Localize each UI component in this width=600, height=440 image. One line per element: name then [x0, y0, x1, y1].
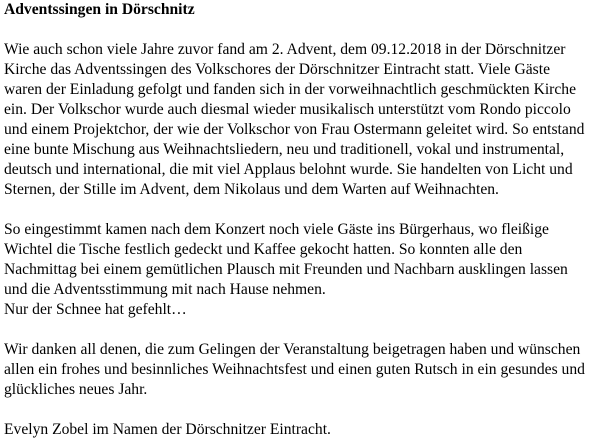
- paragraph-line: und die Adventsstimmung mit nach Hause nehmen.: [4, 281, 326, 298]
- paragraph-line: Wichtel die Tische festlich gedeckt und Kaffee gekocht hatten. So konnten alle den: [4, 241, 523, 258]
- paragraph-signature: [4, 420, 598, 440]
- paragraph-line: Nachmittag bei einem gemütlichen Plausch mit Freunden und Nachbarn ausklingen lassen: [4, 261, 568, 278]
- spacer: [4, 320, 598, 340]
- paragraph-afterparty: [4, 220, 598, 320]
- document: [4, 0, 598, 440]
- signature-line: Evelyn Zobel im Namen der Dörschnitzer Eintracht.: [4, 421, 331, 438]
- spacer: [4, 20, 598, 40]
- spacer: [4, 200, 598, 220]
- paragraph-line: Nur der Schnee hat gefehlt…: [4, 301, 187, 318]
- spacer: [4, 400, 598, 420]
- paragraph-line: allen ein frohes und besinnliches Weihnachtsfest und einen guten Rutsch in ein gesundes und: [4, 361, 585, 378]
- paragraph-line: deutsch und international, die mit viel Applaus belohnt wurde. Sie handelten von Licht und: [4, 161, 573, 178]
- paragraph-line: eine bunte Mischung aus Weihnachtsliedern, neu und traditionell, vokal und instrumental,: [4, 141, 565, 158]
- paragraph-line: Wir danken all denen, die zum Gelingen der Veranstaltung beigetragen haben und wünschen: [4, 341, 581, 358]
- paragraph-line: waren der Einladung gefolgt und fanden sich in der vorweihnachtlich geschmückten Kirche: [4, 81, 577, 98]
- paragraph-line: Kirche das Adventssingen des Volkschores der Dörschnitzer Eintracht statt. Viele Gäste: [4, 61, 551, 78]
- paragraph-line: So eingestimmt kamen nach dem Konzert noch viele Gäste ins Bürgerhaus, wo fleißige: [4, 221, 549, 238]
- paragraph-line: Sternen, der Stille im Advent, dem Nikolaus und dem Warten auf Weihnachten.: [4, 181, 499, 198]
- paragraph-report: [4, 40, 598, 200]
- paragraph-thanks: [4, 340, 598, 400]
- paragraph-line: und einem Projektchor, der wie der Volkschor von Frau Ostermann geleitet wird. So entstand: [4, 121, 585, 138]
- paragraph-line: ein. Der Volkschor wurde auch diesmal wieder musikalisch unterstützt vom Rondo piccolo: [4, 101, 571, 118]
- document-title: Adventssingen in Dörschnitz: [4, 1, 195, 18]
- paragraph-line: glückliches neues Jahr.: [4, 381, 148, 398]
- paragraph-line: Wie auch schon viele Jahre zuvor fand am 2. Advent, dem 09.12.2018 in der Dörschnitzer: [4, 41, 566, 58]
